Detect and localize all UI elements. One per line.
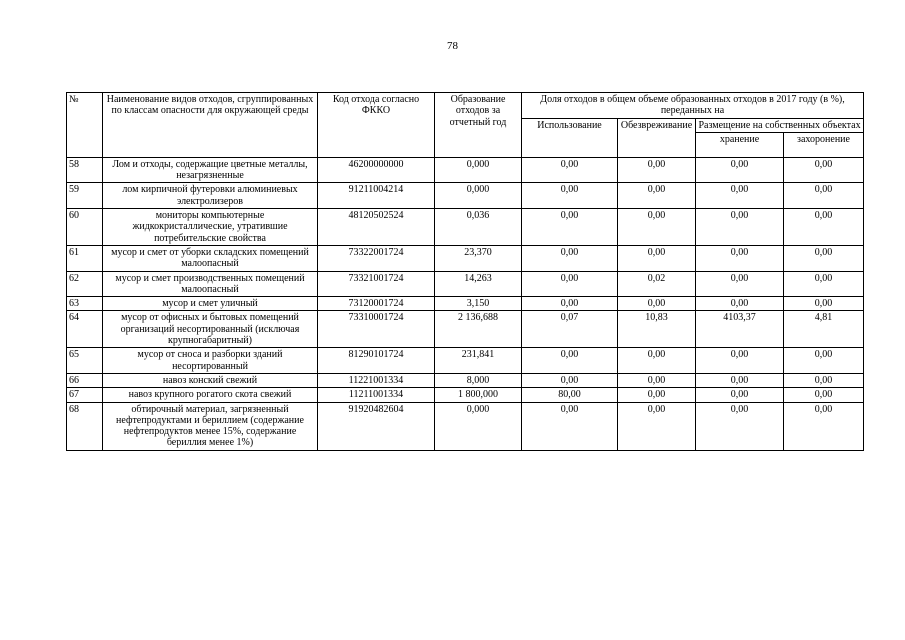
header-name: Наименование видов отходов, сгруппированных по классам опасности для окружающей среды — [103, 93, 318, 158]
waste-code: 73120001724 — [318, 297, 435, 311]
storage-share: 0,00 — [696, 373, 784, 387]
header-use: Использование — [522, 118, 618, 157]
neutralize-share: 0,00 — [618, 373, 696, 387]
use-share: 0,00 — [522, 402, 618, 450]
table-row — [67, 157, 864, 183]
waste-name: мусор от офисных и бытовых помещений организаций несортированный (исключая крупногабаритный) — [103, 311, 318, 348]
use-share: 0,00 — [522, 209, 618, 246]
table-row — [67, 373, 864, 387]
waste-name: мусор и смет от уборки складских помещений малоопасный — [103, 245, 318, 271]
generated-value: 1 800,000 — [435, 388, 522, 402]
burial-share: 0,00 — [784, 388, 864, 402]
storage-share: 0,00 — [696, 209, 784, 246]
burial-share: 0,00 — [784, 297, 864, 311]
table-row — [67, 183, 864, 209]
use-share: 0,00 — [522, 348, 618, 374]
header-neutralize: Обезвреживание — [618, 118, 696, 157]
table-row — [67, 245, 864, 271]
neutralize-share: 0,00 — [618, 157, 696, 183]
burial-share: 4,81 — [784, 311, 864, 348]
use-share: 0,00 — [522, 183, 618, 209]
neutralize-share: 0,02 — [618, 271, 696, 297]
table-row — [67, 311, 864, 348]
waste-code: 48120502524 — [318, 209, 435, 246]
burial-share: 0,00 — [784, 271, 864, 297]
waste-code: 11211001334 — [318, 388, 435, 402]
burial-share: 0,00 — [784, 209, 864, 246]
header-burial: захоронение — [784, 132, 864, 157]
use-share: 0,00 — [522, 297, 618, 311]
row-number: 63 — [67, 297, 103, 311]
burial-share: 0,00 — [784, 183, 864, 209]
generated-value: 8,000 — [435, 373, 522, 387]
header-generated: Образование отходов за отчетный год — [435, 93, 522, 158]
storage-share: 0,00 — [696, 348, 784, 374]
row-number: 58 — [67, 157, 103, 183]
table-row — [67, 388, 864, 402]
table-row — [67, 271, 864, 297]
waste-name: Лом и отходы, содержащие цветные металлы, незагрязненные — [103, 157, 318, 183]
table-row — [67, 297, 864, 311]
header-share: Доля отходов в общем объеме образованных отходов в 2017 году (в %), переданных на — [522, 93, 864, 119]
use-share: 0,00 — [522, 157, 618, 183]
waste-name: мусор и смет уличный — [103, 297, 318, 311]
generated-value: 231,841 — [435, 348, 522, 374]
waste-code: 91920482604 — [318, 402, 435, 450]
waste-name: мусор от сноса и разборки зданий несортированный — [103, 348, 318, 374]
use-share: 0,00 — [522, 373, 618, 387]
generated-value: 0,000 — [435, 183, 522, 209]
burial-share: 0,00 — [784, 402, 864, 450]
neutralize-share: 0,00 — [618, 297, 696, 311]
waste-name: навоз конский свежий — [103, 373, 318, 387]
storage-share: 0,00 — [696, 183, 784, 209]
waste-code: 46200000000 — [318, 157, 435, 183]
use-share: 0,00 — [522, 271, 618, 297]
storage-share: 0,00 — [696, 388, 784, 402]
row-number: 62 — [67, 271, 103, 297]
storage-share: 0,00 — [696, 157, 784, 183]
waste-name: обтирочный материал, загрязненный нефтепродуктами и бериллием (содержание нефтепродуктов менее 15%, содержание бериллия менее 1%) — [103, 402, 318, 450]
neutralize-share: 10,83 — [618, 311, 696, 348]
table-row — [67, 402, 864, 450]
waste-name: мусор и смет производственных помещений малоопасный — [103, 271, 318, 297]
row-number: 59 — [67, 183, 103, 209]
waste-name: навоз крупного рогатого скота свежий — [103, 388, 318, 402]
neutralize-share: 0,00 — [618, 388, 696, 402]
neutralize-share: 0,00 — [618, 402, 696, 450]
waste-code: 81290101724 — [318, 348, 435, 374]
generated-value: 0,000 — [435, 402, 522, 450]
page-number: 78 — [447, 40, 458, 52]
row-number: 61 — [67, 245, 103, 271]
generated-value: 3,150 — [435, 297, 522, 311]
storage-share: 0,00 — [696, 402, 784, 450]
header-code: Код отхода согласно ФККО — [318, 93, 435, 158]
generated-value: 23,370 — [435, 245, 522, 271]
use-share: 0,00 — [522, 245, 618, 271]
waste-code: 73321001724 — [318, 271, 435, 297]
row-number: 67 — [67, 388, 103, 402]
waste-code: 11221001334 — [318, 373, 435, 387]
row-number: 60 — [67, 209, 103, 246]
waste-code: 91211004214 — [318, 183, 435, 209]
storage-share: 0,00 — [696, 245, 784, 271]
neutralize-share: 0,00 — [618, 348, 696, 374]
storage-share: 0,00 — [696, 297, 784, 311]
burial-share: 0,00 — [784, 373, 864, 387]
generated-value: 0,036 — [435, 209, 522, 246]
header-placement: Размещение на собственных объектах — [696, 118, 864, 132]
neutralize-share: 0,00 — [618, 245, 696, 271]
table-row — [67, 348, 864, 374]
use-share: 0,07 — [522, 311, 618, 348]
waste-name: лом кирпичной футеровки алюминиевых электролизеров — [103, 183, 318, 209]
waste-name: мониторы компьютерные жидкокристаллические, утратившие потребительские свойства — [103, 209, 318, 246]
table-row — [67, 209, 864, 246]
waste-table — [66, 92, 864, 451]
waste-code: 73322001724 — [318, 245, 435, 271]
generated-value: 14,263 — [435, 271, 522, 297]
burial-share: 0,00 — [784, 157, 864, 183]
generated-value: 0,000 — [435, 157, 522, 183]
burial-share: 0,00 — [784, 348, 864, 374]
neutralize-share: 0,00 — [618, 209, 696, 246]
storage-share: 4103,37 — [696, 311, 784, 348]
storage-share: 0,00 — [696, 271, 784, 297]
neutralize-share: 0,00 — [618, 183, 696, 209]
row-number: 65 — [67, 348, 103, 374]
use-share: 80,00 — [522, 388, 618, 402]
waste-code: 73310001724 — [318, 311, 435, 348]
header-storage: хранение — [696, 132, 784, 157]
row-number: 64 — [67, 311, 103, 348]
row-number: 68 — [67, 402, 103, 450]
generated-value: 2 136,688 — [435, 311, 522, 348]
row-number: 66 — [67, 373, 103, 387]
table-body — [67, 157, 864, 450]
header-no: № — [67, 93, 103, 158]
burial-share: 0,00 — [784, 245, 864, 271]
